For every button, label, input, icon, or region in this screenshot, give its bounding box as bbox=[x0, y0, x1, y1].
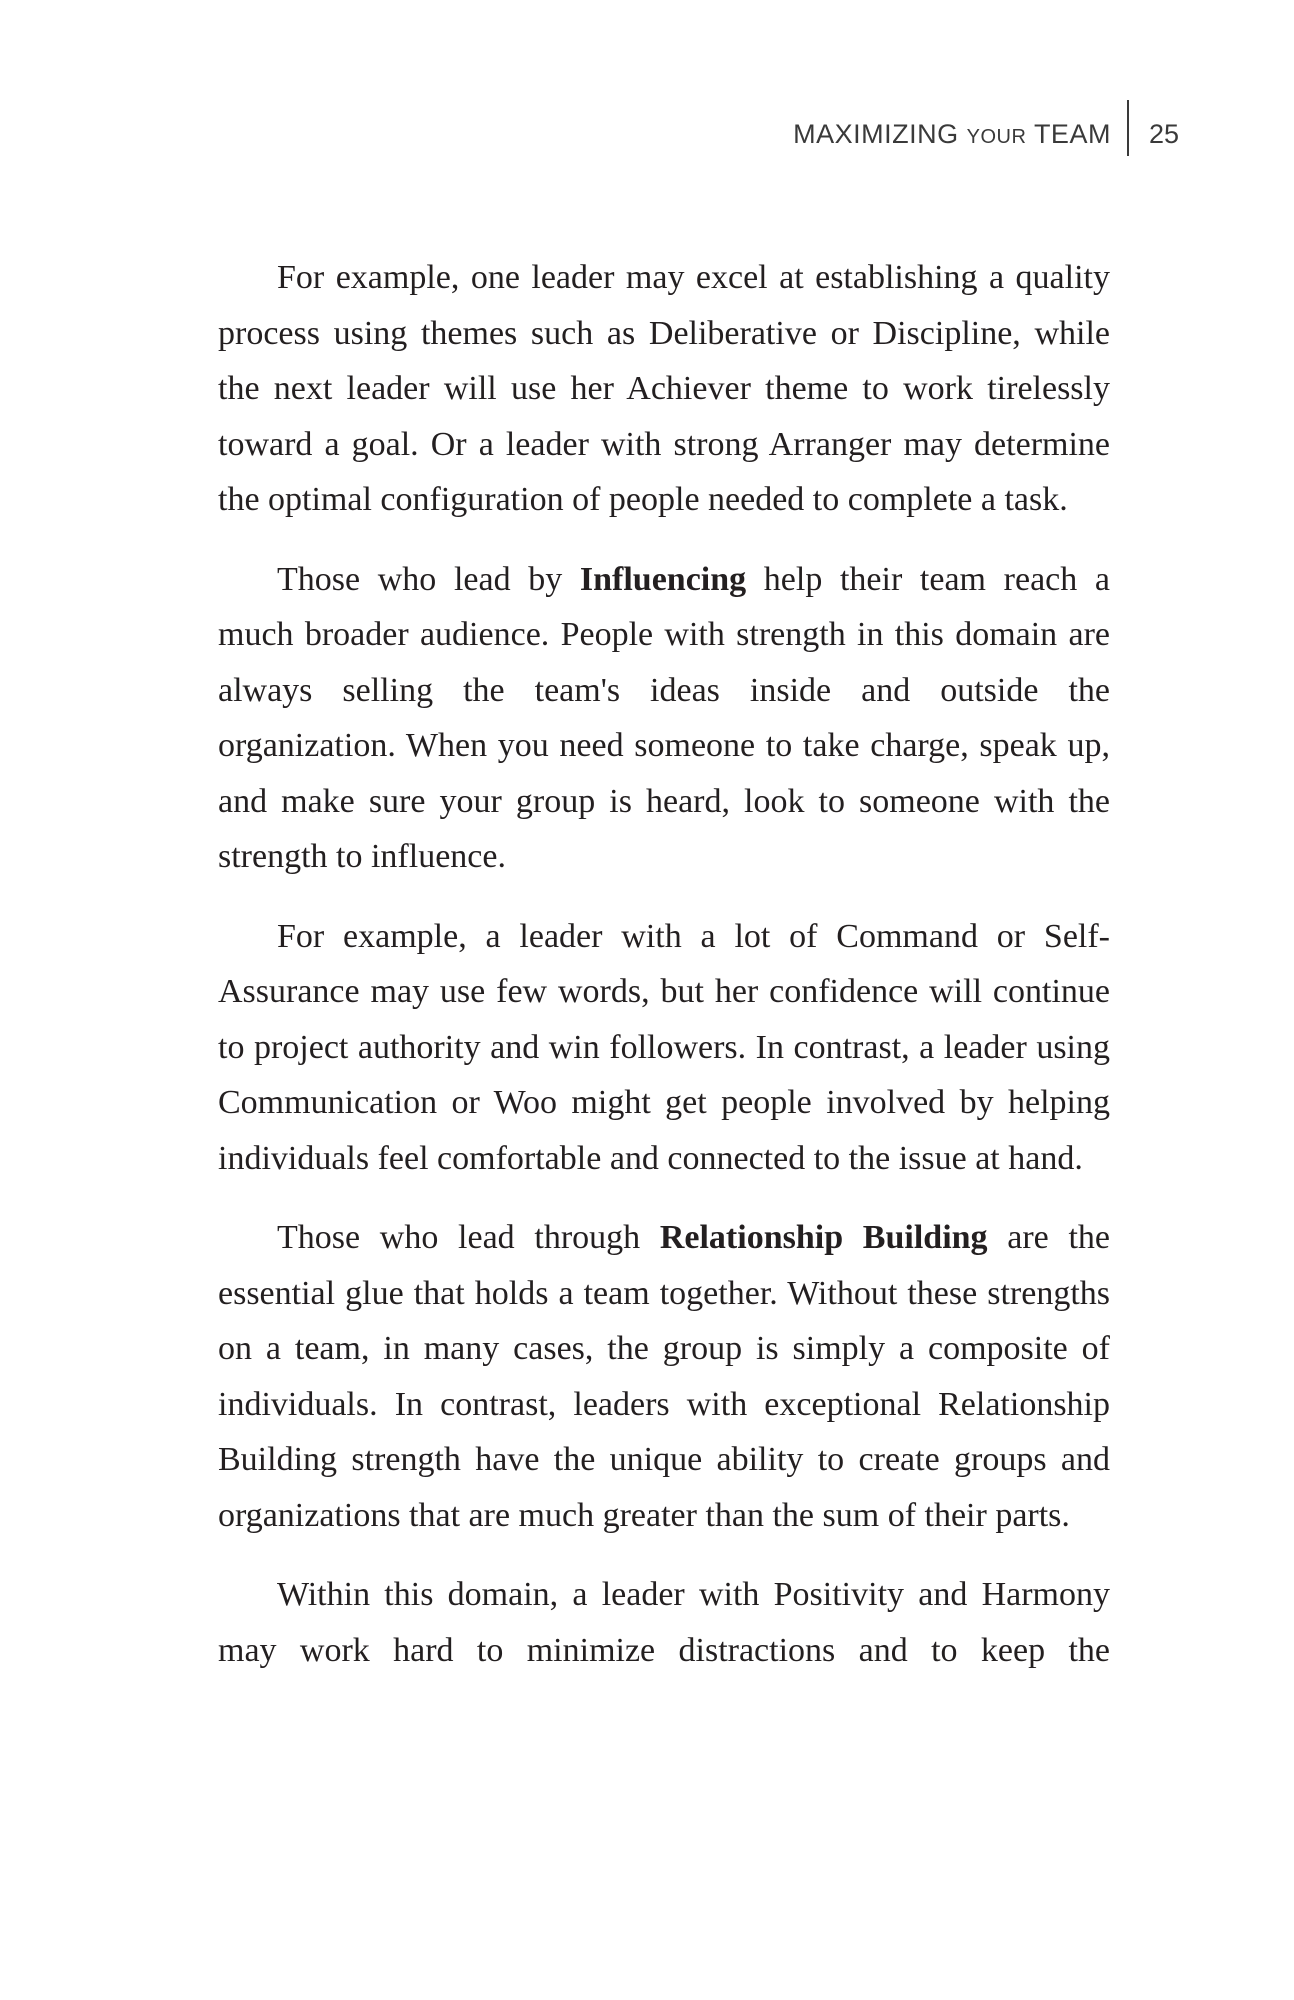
running-header bbox=[793, 112, 1179, 156]
paragraph: Those who lead through Relationship Building are the essential glue that holds a team together. Without these strengths on a team, in many cases, the group is simply a composite of individuals. In contrast, leaders with exceptional Relationship Building strength have the unique ability to create groups and organizations that are much greater than the sum of their parts. bbox=[218, 1219, 1111, 1534]
paragraph: For example, a leader with a lot of Command or Self-Assurance may use few words, but her confidence will continue to project authority and win followers. In contrast, a leader using Communication or Woo might get people involved by helping individuals feel comfortable and connected to the issue at hand. bbox=[218, 917, 1110, 1177]
page-number: 25 bbox=[1148, 118, 1179, 149]
body-text bbox=[218, 250, 1110, 1702]
paragraph: For example, one leader may excel at establishing a quality process using themes such as Deliberative or Discipline, while the next leader will use her Achiever theme to work tirelessly toward a goal. Or a leader with strong Arranger may determine the optimal configuration of people needed to complete a task. bbox=[218, 259, 1110, 518]
paragraph: Within this domain, a leader with Positivity and Harmony may work hard to minimize distractions and to keep the bbox=[218, 1576, 1110, 1669]
paragraph: Those who lead by Influencing help their team reach a much broader audience. People with strength in this domain are always selling the team's ideas inside and outside the organization. When you need someone to take charge, speak up, and make sure your group is heard, look to someone with the strength to influence. bbox=[218, 560, 1110, 875]
domain-term-relationship-building: Relationship Building bbox=[659, 1219, 988, 1256]
running-header-title: MAXIMIZING YOUR TEAM bbox=[793, 118, 1111, 149]
header-divider bbox=[1127, 100, 1129, 156]
domain-term-influencing: Influencing bbox=[579, 560, 747, 598]
